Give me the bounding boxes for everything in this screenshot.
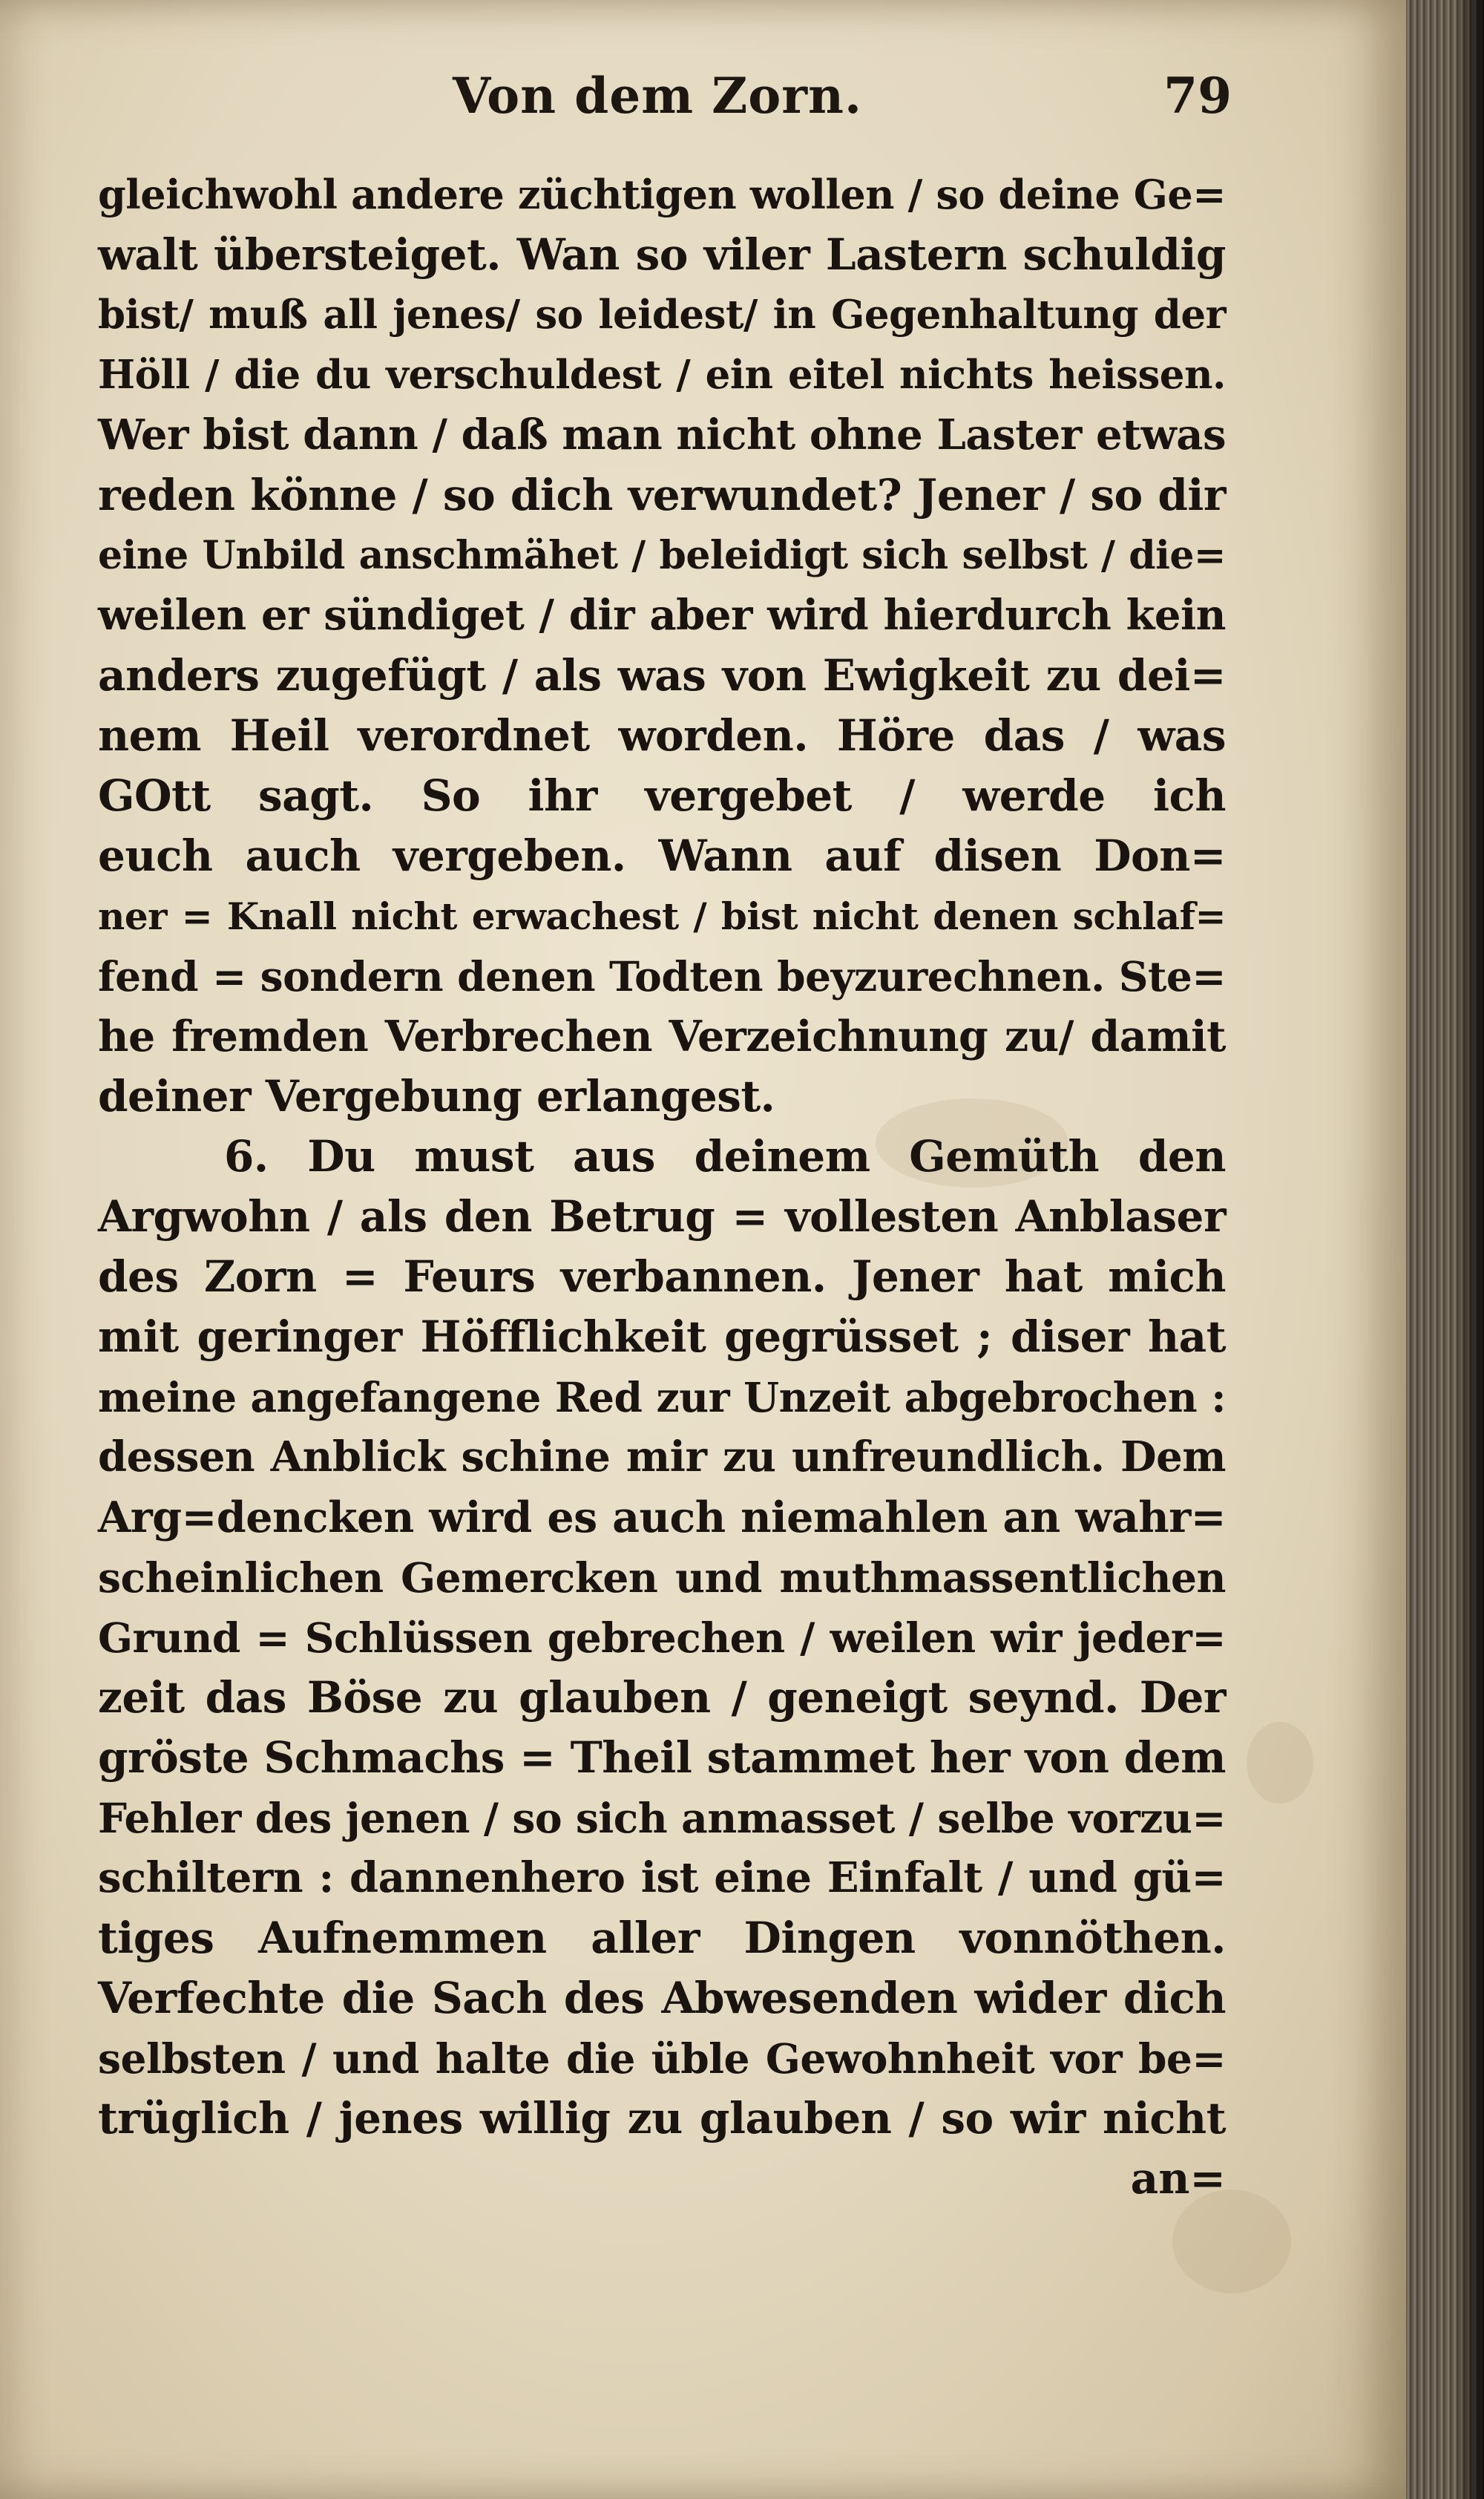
text-line: gröste Schmachs = Theil stammet her von dem (98, 1732, 1226, 1783)
text-line: eine Unbild anschmähet / beleidigt sich selbst / die= (98, 533, 1226, 578)
catchword-row (98, 2149, 1226, 2209)
text-line: zeit das Böse zu glauben / geneigt seynd. Der (98, 1672, 1226, 1723)
paragraph-end-line: deiner Vergebung erlangest. (98, 1071, 775, 1121)
text-line: weilen er sündiget / dir aber wird hierdurch kein (98, 591, 1226, 640)
text-line: anders zugefügt / als was von Ewigkeit zu dei= (98, 650, 1226, 701)
text-line: dessen Anblick schine mir zu unfreundlich. Dem (98, 1432, 1226, 1481)
text-line: schiltern : dannenhero ist eine Einfalt / und gü= (98, 1853, 1226, 1902)
text-line: Höll / die du verschuldest / ein eitel nichts heissen. (98, 352, 1226, 398)
running-head: Von dem Zorn. (453, 67, 863, 125)
page-number: 79 (1163, 67, 1232, 125)
text-line: reden könne / so dich verwundet? Jener / so dir (98, 470, 1226, 520)
text-line: Argwohn / als den Betrug = vollesten Anblaser (98, 1191, 1226, 1242)
text-line: des Zorn = Feurs verbannen. Jener hat mich (98, 1251, 1226, 1302)
text-line: Arg=dencken wird es auch niemahlen an wahr= (98, 1493, 1226, 1542)
body-text (98, 165, 1226, 2209)
text-line: walt übersteiget. Wan so viler Lastern schuldig (98, 229, 1226, 280)
text-line: euch auch vergeben. Wann auf disen Don= (98, 831, 1226, 881)
text-line: nem Heil verordnet worden. Höre das / was (98, 710, 1226, 761)
page-header (96, 67, 1232, 148)
section-6-first-line: 6. Du must aus deinem Gemüth den (224, 1131, 1226, 1182)
text-line: scheinlichen Gemercken und muthmassentlichen (98, 1553, 1226, 1602)
text-line: Wer bist dann / daß man nicht ohne Laster etwas (98, 410, 1226, 459)
paper-stain (1247, 1722, 1313, 1804)
text-line: gleichwohl andere züchtigen wollen / so deine Ge= (98, 171, 1226, 218)
text-line: meine angefangene Red zur Unzeit abgebrochen : (98, 1373, 1226, 1421)
text-line: Verfechte die Sach des Abwesenden wider dich (98, 1973, 1226, 2023)
text-line: ner = Knall nicht erwachest / bist nicht denen schlaf= (98, 894, 1226, 938)
text-line: mit geringer Höfflichkeit gegrüsset ; diser hat (98, 1311, 1226, 1362)
text-line: tiges Aufnemmen aller Dingen vonnöthen. (98, 1913, 1226, 1963)
text-line: bist/ muß all jenes/ so leidest/ in Gegenhaltung der (98, 292, 1226, 338)
text-line: Fehler des jenen / so sich anmasset / selbe vorzu= (98, 1794, 1226, 1842)
edge-shadow (1454, 0, 1484, 2499)
text-line: fend = sondern denen Todten beyzurechnen. Ste= (98, 952, 1226, 1000)
text-line: selbsten / und halte die üble Gewohnheit vor be= (98, 2034, 1226, 2083)
text-line: he fremden Verbrechen Verzeichnung zu/ damit (98, 1012, 1226, 1061)
catchword: an= (1130, 2153, 1226, 2204)
text-line: GOtt sagt. So ihr vergebet / werde ich (98, 770, 1226, 821)
text-line: Grund = Schlüssen gebrechen / weilen wir jeder= (98, 1614, 1226, 1662)
text-line: trüglich / jenes willig zu glauben / so wir nicht (98, 2093, 1226, 2143)
